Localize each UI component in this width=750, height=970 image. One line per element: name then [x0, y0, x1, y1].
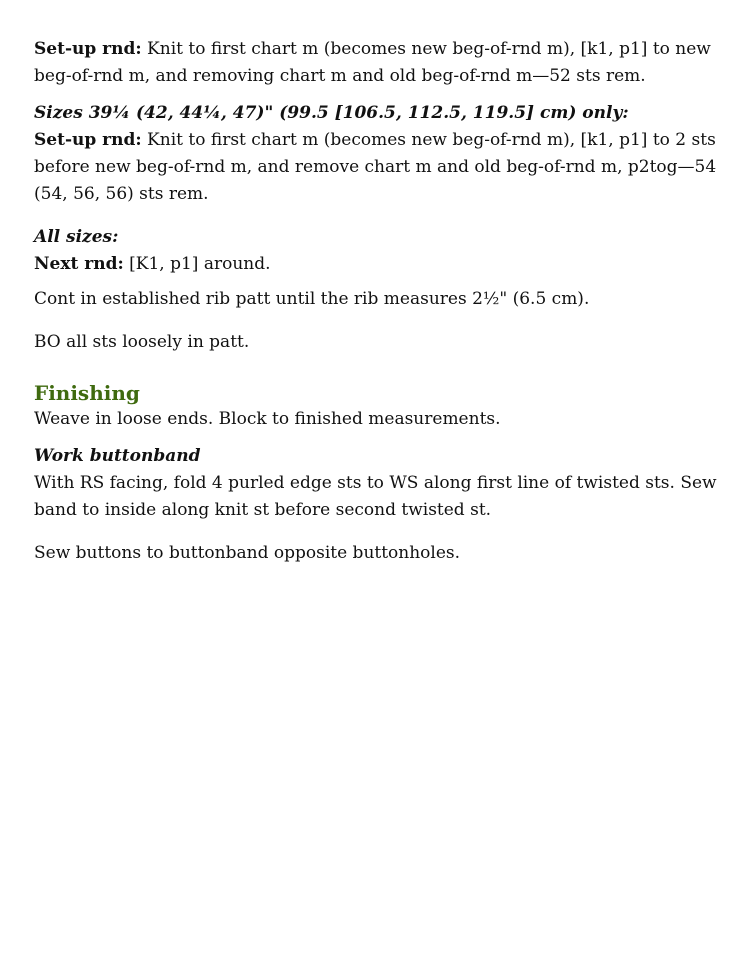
setup-round-sizes-paragraph	[34, 127, 720, 208]
sew-buttons-paragraph: Sew buttons to buttonband opposite buttonholes.	[34, 543, 461, 563]
next-round-label: Next rnd:	[34, 254, 124, 274]
setup-round-sizes-text: Knit to first chart m (becomes new beg-of-rnd m), [k1, p1] to 2 sts before new beg-of-rnd m, and remove chart m and old beg-of-rnd m, p2tog—54 (54, 56, 56) sts rem.	[34, 130, 717, 204]
finishing-heading: Finishing	[34, 381, 140, 405]
setup-round-label: Set-up rnd:	[34, 39, 142, 59]
next-round-text: [K1, p1] around.	[123, 254, 271, 274]
buttonband-heading: Work buttonband	[34, 446, 201, 466]
pattern-page	[34, 36, 720, 567]
next-round-paragraph	[34, 251, 720, 278]
setup-round-sizes-label: Set-up rnd:	[34, 130, 142, 150]
buttonband-text: With RS facing, fold 4 purled edge sts to WS along first line of twisted sts. Sew band to inside along knit st before second twisted st.	[34, 473, 717, 520]
setup-round-paragraph	[34, 36, 720, 90]
continue-rib-paragraph: Cont in established rib patt until the rib measures 2½" (6.5 cm).	[34, 289, 590, 309]
all-sizes-heading: All sizes:	[34, 227, 119, 247]
bind-off-paragraph: BO all sts loosely in patt.	[34, 332, 250, 352]
sizes-heading: Sizes 39¼ (42, 44¼, 47)" (99.5 [106.5, 112.5, 119.5] cm) only:	[34, 103, 629, 123]
finishing-text: Weave in loose ends. Block to finished measurements.	[34, 409, 501, 429]
setup-round-text: Knit to first chart m (becomes new beg-of-rnd m), [k1, p1] to new beg-of-rnd m, and removing chart m and old beg-of-rnd m—52 sts rem.	[34, 39, 711, 86]
